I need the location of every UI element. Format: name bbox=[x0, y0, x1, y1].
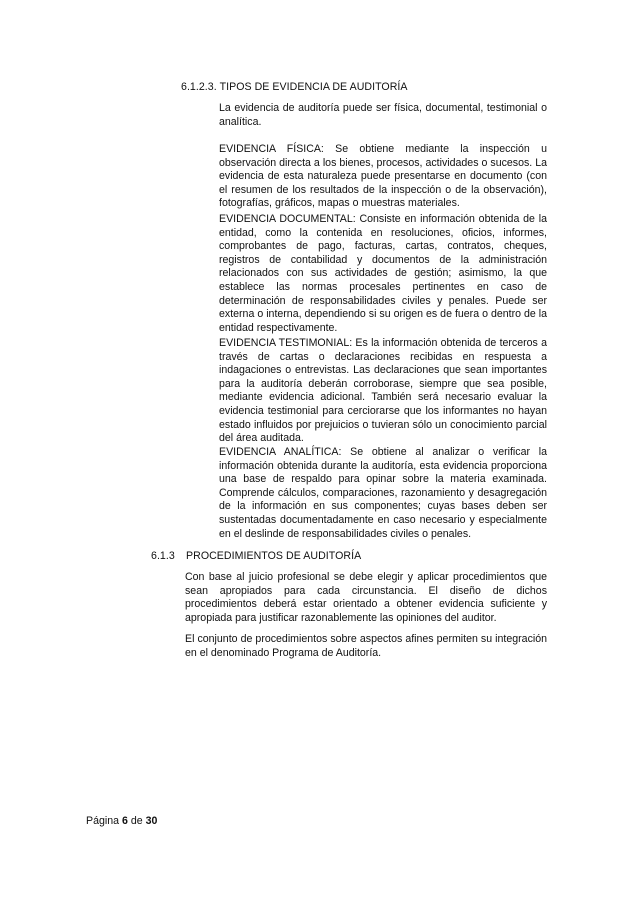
section-title: PROCEDIMIENTOS DE AUDITORÍA bbox=[186, 550, 362, 562]
evidencia-analitica-paragraph: EVIDENCIA ANALÍTICA: Se obtiene al analizar o verificar la información obtenida durante la auditoría, esta evidencia proporciona una base de respaldo para opinar sobre la materia examinada. Comprende cálculos, comparaciones, razonamiento y desagregación de la información en sus componentes; cuyas bases deben ser sustentadas documentadamente en caso necesario y especialmente en el deslinde de responsabilidades civiles o penales. bbox=[219, 446, 547, 540]
evidencia-fisica-paragraph: EVIDENCIA FÍSICA: Se obtiene mediante la inspección u observación directa a los bienes, procesos, actividades o sucesos. La evidencia de esta naturaleza puede presentarse en documento (con el resumen de los resultados de la inspección o de la observación), fotografías, gráficos, mapas o muestras materiales. bbox=[219, 143, 547, 210]
intro-paragraph: La evidencia de auditoría puede ser física, documental, testimonial o analítica. bbox=[219, 102, 547, 128]
section-title: TIPOS DE EVIDENCIA DE AUDITORÍA bbox=[219, 81, 408, 93]
footer-of-word: de bbox=[130, 815, 143, 827]
evidencia-testimonial-paragraph: EVIDENCIA TESTIMONIAL: Es la información obtenida de terceros a través de cartas o declaraciones recibidas en respuesta a indagaciones o entrevistas. Las declaraciones que sean importantes para la auditoría deberán corroborase, siempre que sea posible, mediante evidencia adicional. También será necesario evaluar la evidencia testimonial para cerciorarse que los informantes no hayan estado influidos por prejuicios o tuvieran sólo un conocimiento parcial del área auditada. bbox=[219, 337, 547, 445]
footer-total-pages: 30 bbox=[145, 815, 158, 827]
section-heading-6-1-2-3 bbox=[181, 80, 408, 94]
procedimientos-paragraph-1: Con base al juicio profesional se debe elegir y aplicar procedimientos que sean apropiados para cada circunstancia. El diseño de dichos procedimientos deberá estar orientado a obtener evidencia suficiente y apropiada para justificar razonablemente las opiniones del auditor. bbox=[185, 571, 547, 624]
section-heading-6-1-3 bbox=[151, 549, 361, 563]
evidencia-documental-paragraph: EVIDENCIA DOCUMENTAL: Consiste en información obtenida de la entidad, como la contenida en resoluciones, oficios, informes, comprobantes de pago, facturas, cartas, contratos, cheques, registros de contabilidad y documentos de la administración relacionados con sus actividades de gestión; asimismo, la que establece las normas procesales pertinentes en caso de determinación de responsabilidades civiles y penales. Puede ser externa o interna, dependiendo si su origen es de fuera o dentro de la entidad respectivamente. bbox=[219, 213, 547, 334]
section-number: 6.1.2.3. bbox=[181, 81, 217, 93]
procedimientos-paragraph-2: El conjunto de procedimientos sobre aspectos afines permiten su integración en el denominado Programa de Auditoría. bbox=[185, 633, 547, 659]
footer-current-page: 6 bbox=[121, 815, 128, 827]
section-number: 6.1.3 bbox=[151, 550, 175, 562]
page-footer bbox=[86, 814, 157, 828]
footer-page-word: Página bbox=[86, 815, 119, 827]
